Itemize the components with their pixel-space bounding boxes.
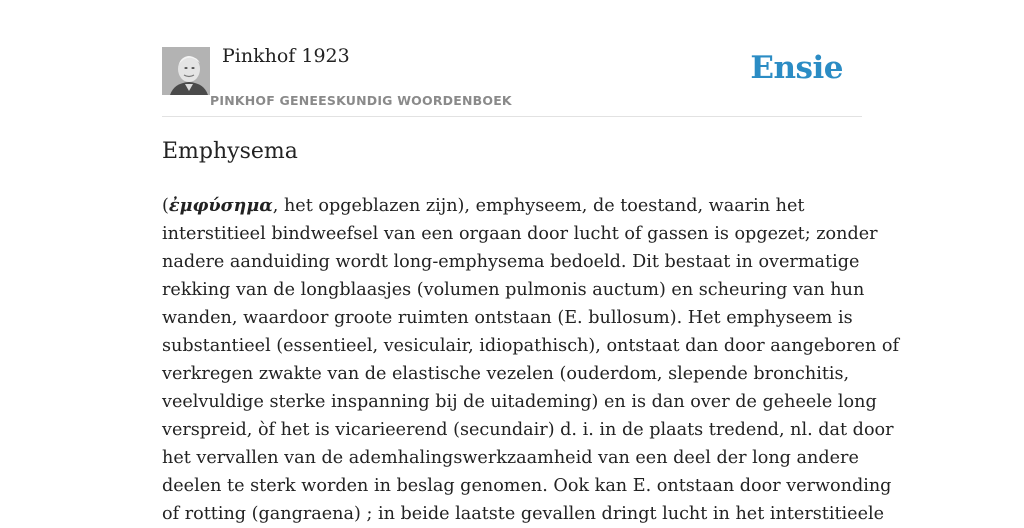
article-line: (ἐμφύσημα, het opgeblazen zijn), emphyseem, de toestand, waarin het [162, 195, 805, 216]
page-header [162, 0, 862, 117]
source-title[interactable]: Pinkhof 1923 [222, 45, 350, 67]
article-line: veelvuldige sterke inspanning bij de uitademing) en is dan over de geheele long [162, 392, 877, 412]
author-avatar[interactable] [162, 47, 210, 95]
article-body [162, 192, 899, 528]
article-line: of rotting (gangraena) ; in beide laatste gevallen dringt lucht in het interstitieele [162, 504, 885, 524]
source-subtitle[interactable]: PINKHOF GENEESKUNDIG WOORDENBOEK [210, 93, 512, 108]
article-title: Emphysema [162, 139, 298, 164]
article-line: rekking van de longblaasjes (volumen pulmonis auctum) en scheuring van hun [162, 280, 865, 300]
article-line: verspreid, òf het is vicarieerend (secundair) d. i. in de plaats tredend, nl. dat door [162, 420, 894, 440]
ensie-logo[interactable]: Ensie [750, 50, 843, 86]
article-line: deelen te sterk worden in beslag genomen. Ook kan E. ontstaan door verwonding [162, 476, 892, 496]
article-line: verkregen zwakte van de elastische vezelen (ouderdom, slepende bronchitis, [162, 364, 850, 384]
article-line-text: , het opgeblazen zijn), emphyseem, de toestand, waarin het [272, 196, 805, 216]
greek-term: ἐμφύσημα [168, 195, 273, 216]
article-line: wanden, waardoor groote ruimten ontstaan (E. bullosum). Het emphyseem is [162, 308, 853, 328]
article-line: substantieel (essentieel, vesiculair, idiopathisch), ontstaat dan door aangeboren of [162, 336, 899, 356]
article-line: nadere aanduiding wordt long-emphysema bedoeld. Dit bestaat in overmatige [162, 252, 860, 272]
article-line: het vervallen van de ademhalingswerkzaamheid van een deel der long andere [162, 448, 859, 468]
article-line: interstitieel bindweefsel van een orgaan door lucht of gassen is opgezet; zonder [162, 224, 878, 244]
author-portrait-icon [162, 47, 210, 95]
